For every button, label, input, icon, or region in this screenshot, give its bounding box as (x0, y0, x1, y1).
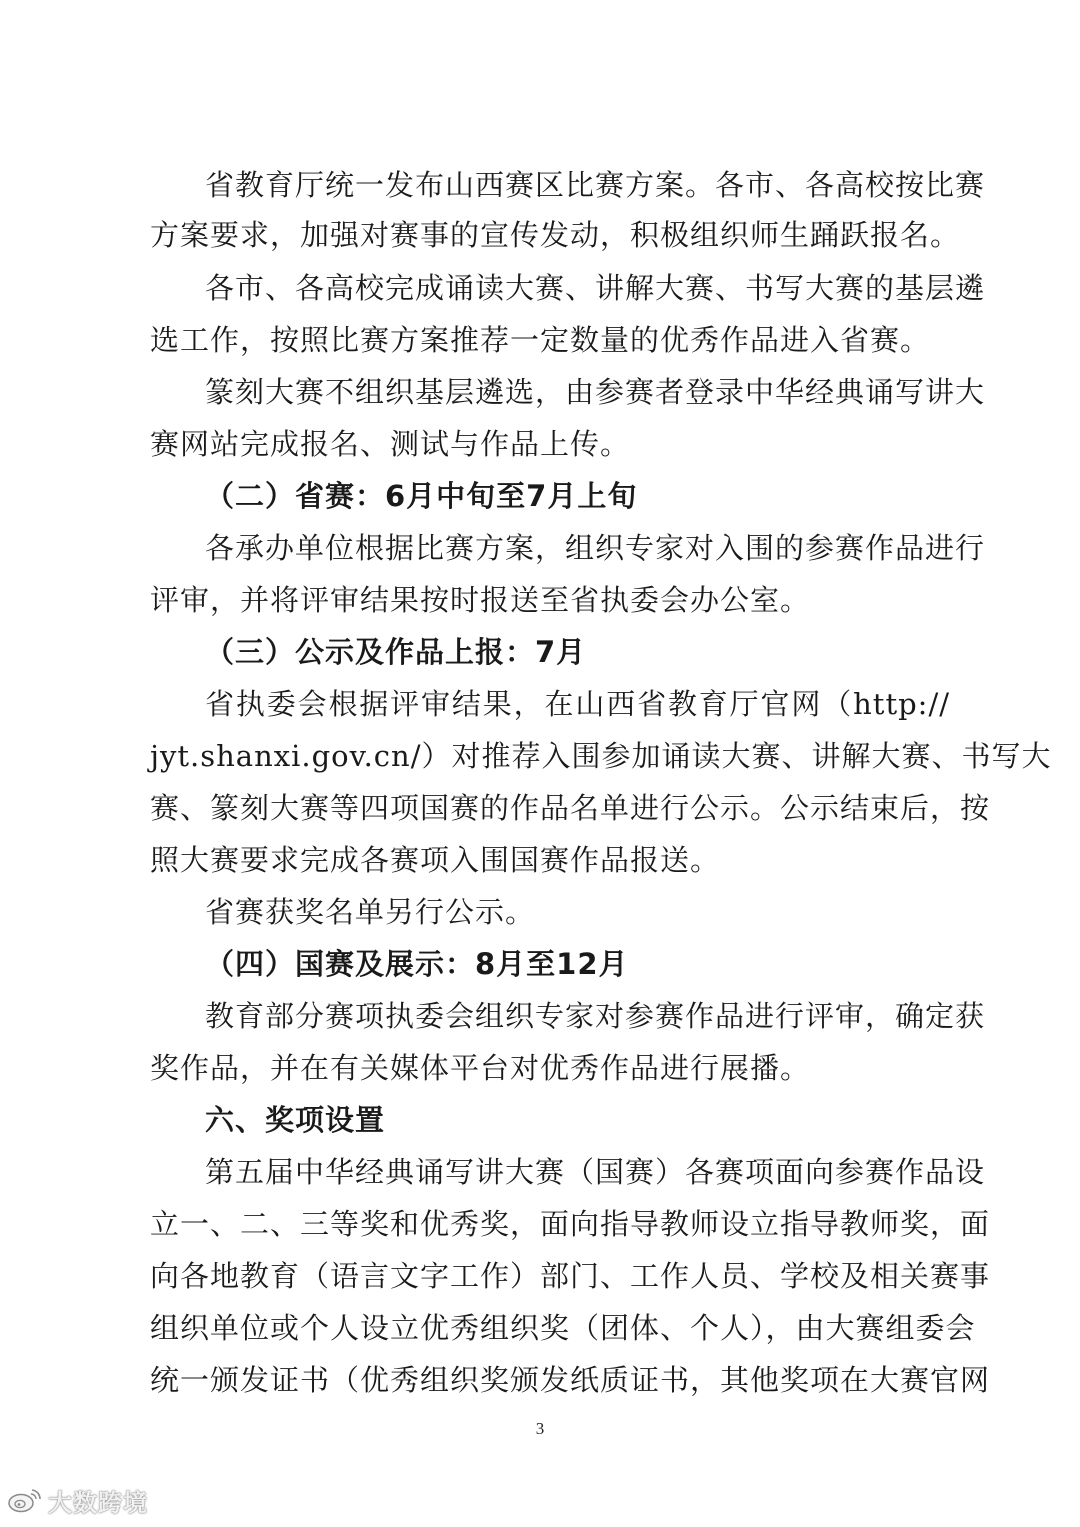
paragraph-line: 赛、篆刻大赛等四项国赛的作品名单进行公示。公示结束后，按 (150, 791, 991, 825)
paragraph-line: 评审，并将评审结果按时报送至省执委会办公室。 (150, 583, 811, 617)
page-number: 3 (535, 1419, 545, 1438)
paragraph-line: 各市、各高校完成诵读大赛、讲解大赛、书写大赛的基层遴 (205, 271, 986, 305)
paragraph-line: 教育部分赛项执委会组织专家对参赛作品进行评审，确定获 (205, 999, 986, 1033)
paragraph-line: 省赛获奖名单另行公示。 (205, 895, 536, 929)
paragraph-line: 照大赛要求完成各赛项入围国赛作品报送。 (150, 843, 721, 877)
paragraph-line: jyt.shanxi.gov.cn/）对推荐入围参加诵读大赛、讲解大赛、书写大 (150, 739, 1052, 773)
paragraph-line: 各承办单位根据比赛方案，组织专家对入围的参赛作品进行 (205, 531, 986, 565)
weibo-logo-icon (6, 1486, 44, 1514)
section-heading: （四）国赛及展示：8月至12月 (205, 947, 629, 981)
section-heading: （二）省赛：6月中旬至7月上旬 (205, 479, 638, 513)
paragraph-line: 第五届中华经典诵写讲大赛（国赛）各赛项面向参赛作品设 (205, 1155, 986, 1189)
paragraph-line: 方案要求，加强对赛事的宣传发动，积极组织师生踊跃报名。 (150, 218, 961, 252)
paragraph-line: 篆刻大赛不组织基层遴选，由参赛者登录中华经典诵写讲大 (205, 375, 986, 409)
paragraph-line: 赛网站完成报名、测试与作品上传。 (150, 427, 631, 461)
paragraph-line: 组织单位或个人设立优秀组织奖（团体、个人），由大赛组委会 (150, 1311, 976, 1345)
paragraph-line: 统一颁发证书（优秀组织奖颁发纸质证书，其他奖项在大赛官网 (150, 1363, 991, 1397)
section-heading: 六、奖项设置 (205, 1103, 386, 1137)
paragraph-line: 选工作，按照比赛方案推荐一定数量的优秀作品进入省赛。 (150, 323, 931, 357)
paragraph-line: 向各地教育（语言文字工作）部门、工作人员、学校及相关赛事 (150, 1259, 991, 1293)
paragraph-line: 省教育厅统一发布山西赛区比赛方案。各市、各高校按比赛 (205, 168, 986, 202)
paragraph-line: 省执委会根据评审结果，在山西省教育厅官网（http:// (205, 687, 950, 721)
section-heading: （三）公示及作品上报：7月 (205, 635, 587, 669)
paragraph-line: 立一、二、三等奖和优秀奖，面向指导教师设立指导教师奖，面 (150, 1207, 991, 1241)
paragraph-line: 奖作品，并在有关媒体平台对优秀作品进行展播。 (150, 1051, 811, 1085)
watermark (6, 1480, 148, 1520)
watermark-text: 大数跨境 (48, 1488, 148, 1517)
